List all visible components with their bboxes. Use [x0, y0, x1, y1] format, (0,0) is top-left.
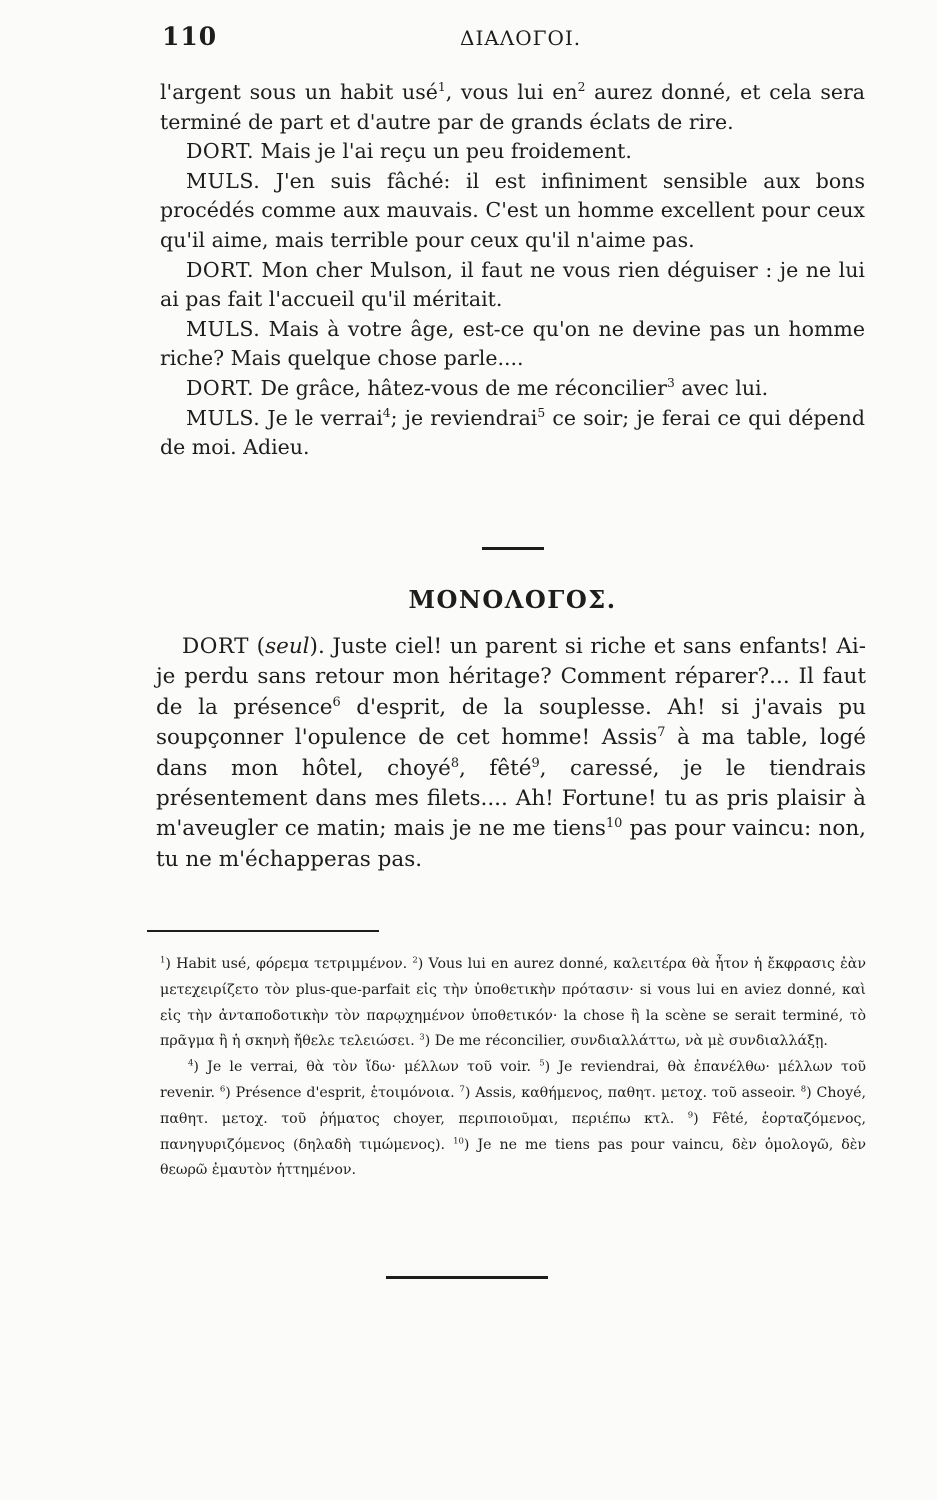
speech-text: De grâce, hâtez-vous de me réconcilier [254, 375, 667, 400]
footnote-number: 3 [419, 1032, 425, 1043]
speaker-name: MULS. [186, 168, 261, 193]
speaker-name: DORT. [186, 257, 254, 282]
stage-direction: seul [265, 634, 310, 659]
footnote-number: 4 [188, 1058, 194, 1069]
footnote-text: ) Je reviendrai, θὰ ἐπανέλθω· μέλλων τοῦ revenir. [160, 1059, 866, 1101]
footnote-text: ) Je ne me tiens pas pour vaincu, δὲν ὁμολογῶ, δὲν θεωρῶ ἐμαυτὸν ἡττημένον. [160, 1136, 866, 1179]
speech-text: Mais je l'ai reçu un peu froidement. [254, 139, 632, 164]
footnote-divider [147, 930, 379, 932]
speaker-name: MULS. [186, 405, 261, 430]
footnote-text: ) Vous lui en aurez donné, καλειτέρα θὰ ἦτον ἡ ἔκφρασις ἐὰν μετεχειρίζετο τὸν plus-que-parfait εἰς τὴν ὑποθετικὴν πρότασιν· si vous lui en aviez donné, καὶ εἰς τὴν ἀνταποδοτικὴν τὸν παρῳχημένον ὑποθετικόν· la chose ἢ la scène se serait terminé, τὸ πρᾶγμα ἢ ἡ σκηνὴ ἤθελε τελειώσει. [160, 956, 866, 1050]
footnote-number: 9 [687, 1110, 694, 1121]
footnote-ref: 1 [437, 80, 446, 95]
speech-text: J'en suis fâché: il est infiniment sensible aux bons procédés comme aux mauvais. C'est un homme excellent pour ceux qu'il aime, mais terrible pour ceux qu'il n'aime pas. [160, 168, 865, 252]
section-title: ΜΟΝΟΛΟΓΟΣ. [408, 585, 617, 614]
speaker-name: DORT [182, 634, 250, 659]
footnote-number: 8 [800, 1084, 807, 1095]
footnote-ref: 9 [531, 755, 540, 771]
text-run: à ma table, logé dans mon hôtel, choyé [156, 725, 866, 781]
dialogue-paragraph [160, 256, 865, 315]
speech-text: Mon cher Mulson, il faut ne vous rien déguiser : je ne lui ai pas fait l'accueil qu'il méritait. [160, 257, 865, 312]
footnote-number: 6 [219, 1084, 226, 1095]
speech-text: avec lui. [674, 375, 769, 400]
text-run: aurez donné, et cela sera terminé de part et d'autre par de grands éclats de rire. [160, 80, 865, 134]
footnotes [160, 952, 866, 1184]
speech-text: ce soir; je ferai ce qui dépend de moi. Adieu. [160, 405, 866, 460]
footnote-ref: 4 [382, 405, 391, 420]
footnote-ref: 7 [657, 725, 666, 741]
footnote-ref: 2 [577, 80, 586, 95]
footnote-text: ) Habit usé, φόρεμα τετριμμένον. [165, 956, 413, 972]
dialogue-paragraph [160, 78, 865, 137]
dialogue-paragraph [160, 374, 865, 404]
monologue-text [156, 632, 866, 875]
footnote-ref: 3 [666, 376, 675, 391]
speaker-name: DORT. [186, 139, 254, 164]
footnote-ref: 6 [332, 694, 341, 710]
speech-text: Je le verrai [260, 405, 383, 430]
text-run: . Juste ciel! un parent si riche et sans enfants! Ai-je perdu sans retour mon héritage? Comment réparer?... Il faut de la présence [156, 634, 866, 720]
running-title: ΔΙΑΛΟΓΟΙ. [460, 26, 582, 50]
end-ornament-rule [386, 1276, 548, 1279]
dialogue-paragraph [160, 404, 865, 463]
text-run: d'esprit, de la souplesse. Ah! si j'avais pu soupçonner l'opulence de cet homme! Assis [156, 694, 867, 751]
text-run: , vous lui en [445, 80, 578, 104]
dialogue-paragraph [160, 167, 865, 256]
dialogue-paragraph [160, 137, 865, 167]
footnote-block [160, 1055, 866, 1184]
text-run: l'argent sous un habit usé [160, 80, 438, 104]
footnote-text: ) Fêté, ἑορταζόμενος, πανηγυριζόμενος (δηλαδὴ τιμώμενος). [160, 1110, 866, 1153]
dialogue-text [160, 78, 865, 463]
footnote-ref: 10 [605, 816, 623, 832]
text-run: , fêté [459, 755, 532, 781]
footnote-text: ) Assis, καθήμενος, παθητ. μετοχ. τοῦ asseoir. [464, 1084, 801, 1101]
speaker-name: MULS. [186, 316, 261, 341]
footnote-number: 10 [453, 1135, 464, 1146]
text-run: , caressé, je le tiendrais présentement dans mes filets.... Ah! Fortune! tu as pris plaisir à m'aveugler ce matin; mais je ne me tiens [156, 755, 866, 842]
section-divider [482, 547, 544, 550]
page-number: 110 [162, 22, 218, 51]
monologue-paragraph: DORT (seul). Juste ciel! un parent si riche et sans enfants! Ai-je perdu sans retour mon héritage? Comment réparer?... Il faut de la présence$^6$ d'esprit, de la souplesse. Ah! si j'avais pu soupçonner l'opulence de cet homme! Assis$^7$ à ma table, logé dans mon hôtel, choyé$^8$, fêté$^9$, caressé, je le tiendrais présentement dans mes filets.... Ah! Fortune! tu as pris plaisir à m'aveugler ce matin; mais je ne me tiens$^{10}$ pas pour vaincu: non, tu ne m'échapperas pas. [156, 634, 867, 872]
footnote-ref: 8 [450, 755, 460, 771]
text-run: pas pour vaincu: non, tu ne m'échapperas pas. [156, 816, 867, 872]
speech-text: ; je reviendrai [390, 405, 538, 430]
speaker-name: DORT. [186, 375, 254, 400]
footnote-text: ) Présence d'esprit, ἑτοιμόνοια. [225, 1084, 460, 1101]
footnote-number: 1 [160, 955, 166, 966]
footnote-block [160, 952, 866, 1055]
speech-text: Mais à votre âge, est-ce qu'on ne devine pas un homme riche? Mais quelque chose parle.... [160, 316, 865, 371]
footnote-ref: 5 [537, 405, 546, 420]
footnote-text: ) Choyé, παθητ. μετοχ. τοῦ ῥήματος choyer, περιποιοῦμαι, περιέπω κτλ. [160, 1084, 866, 1127]
page-header [160, 22, 860, 62]
footnote-number: 2 [412, 955, 418, 966]
footnote-text: ) Je le verrai, θὰ τὸν ἴδω· μέλλων τοῦ voir. [193, 1059, 540, 1076]
footnote-text: ) De me réconcilier, συνδιαλλάττω, νὰ μὲ συνδιαλλάξῃ. [424, 1033, 828, 1050]
footnote-number: 5 [539, 1058, 545, 1069]
footnote-number: 7 [459, 1084, 465, 1095]
dialogue-paragraph [160, 315, 865, 374]
